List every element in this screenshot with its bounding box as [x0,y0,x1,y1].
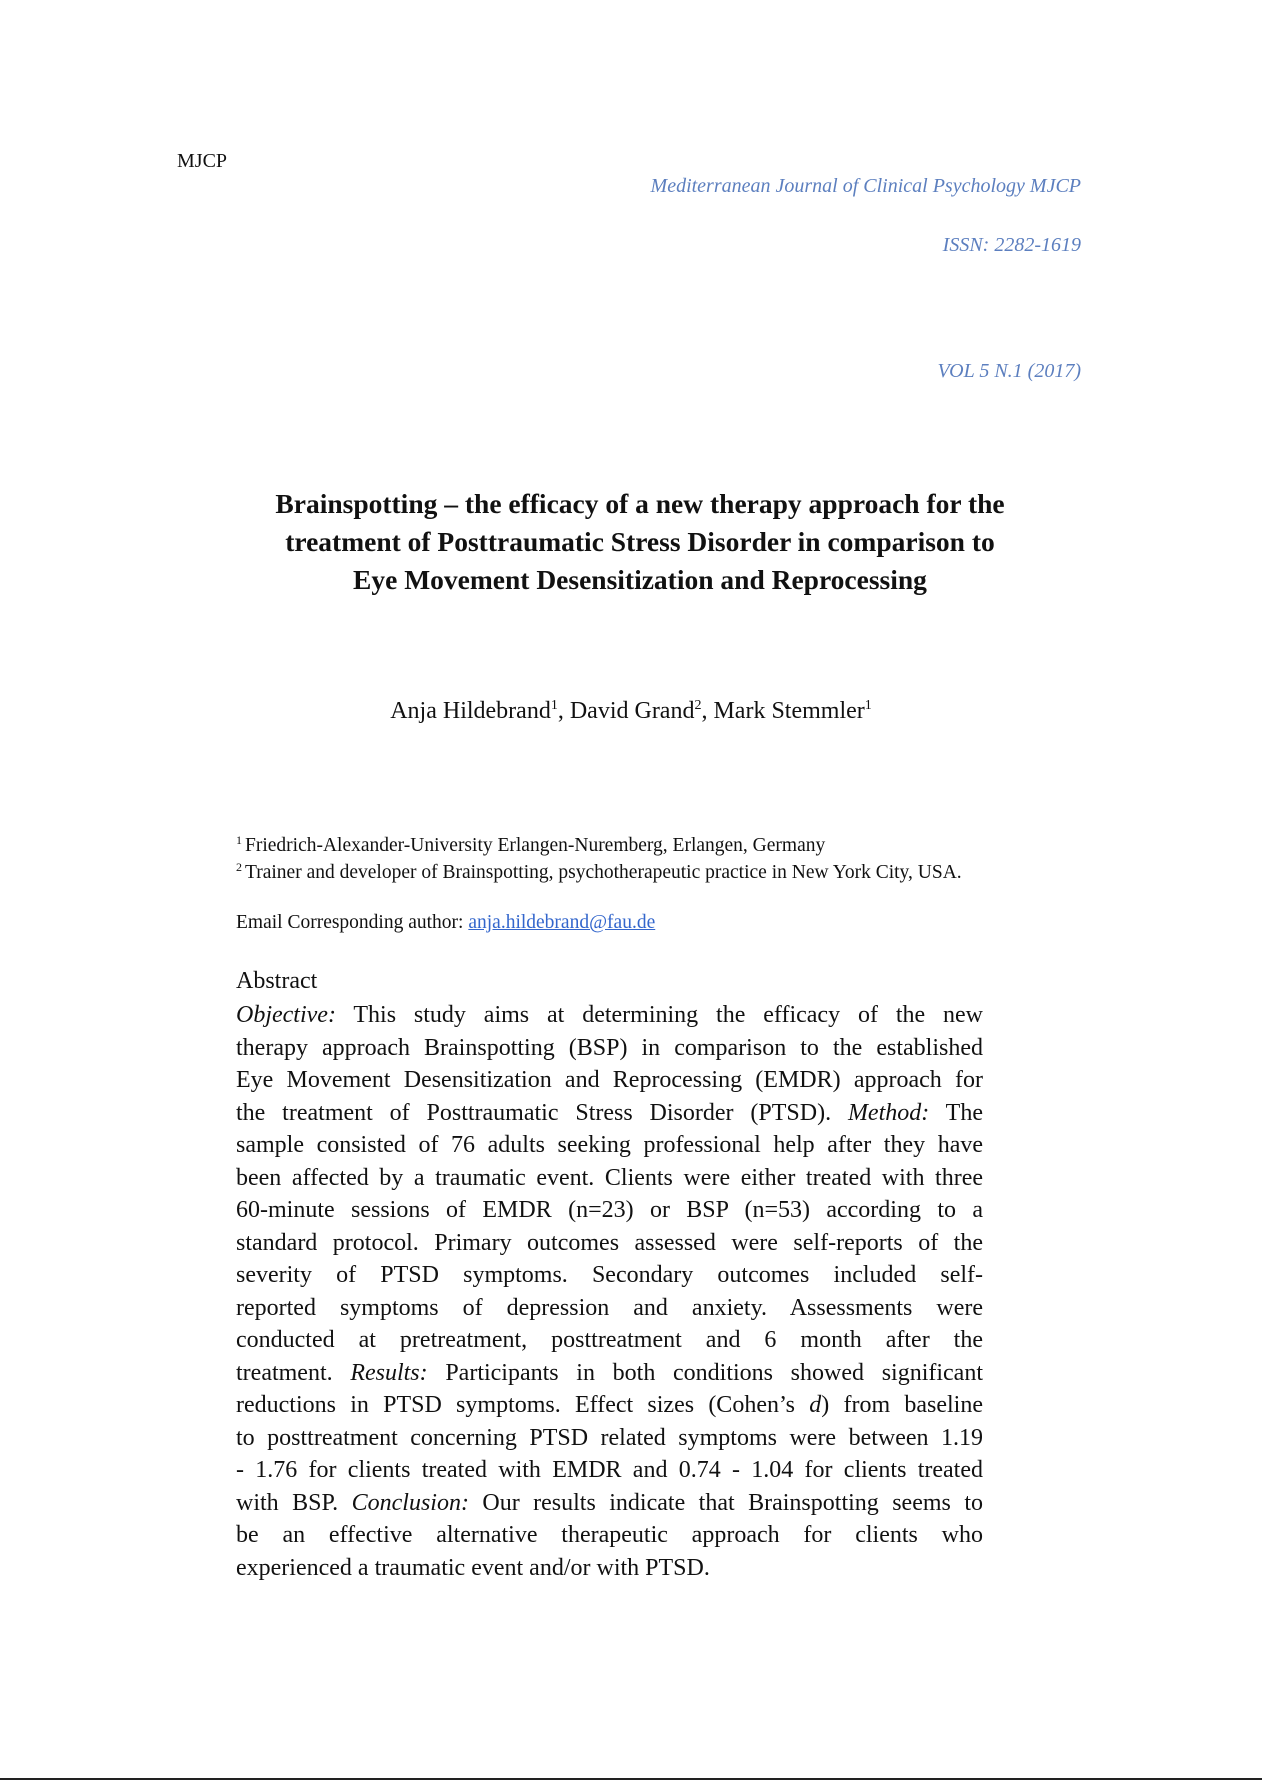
abstract-italic-term: Conclusion: [351,1489,469,1516]
abstract-line [236,1454,983,1487]
journal-short-name: MJCP [177,150,228,172]
abstract-text: been affected by a traumatic event. Clients were either treated with three [236,1164,983,1191]
abstract-text: conducted at pretreatment, posttreatment and 6 month after the [236,1327,983,1353]
abstract-line [236,1357,983,1390]
affiliation-text: Trainer and developer of Brainspotting, psychotherapeutic practice in New York City, USA. [245,862,962,883]
abstract-italic-term: Method: [847,1099,930,1126]
abstract-text: to posttreatment concerning PTSD related symptoms were between 1.19 [236,1424,983,1451]
affiliation [236,859,962,886]
abstract-text: the treatment of Posttraumatic Stress Disorder (PTSD). [236,1099,848,1126]
abstract-italic-term: d [809,1392,822,1418]
abstract-text: therapy approach Brainspotting (BSP) in comparison to the established [236,1034,983,1061]
abstract-line [236,1097,983,1130]
title-line: Eye Movement Desensitization and Reprocessing [353,564,927,595]
author-affil-mark: 1 [550,698,558,713]
affiliation-number: 1 [236,832,242,847]
abstract-line [236,1064,983,1097]
abstract-line [236,1552,983,1585]
abstract-line [236,1227,983,1260]
abstract-line [236,1129,983,1162]
abstract-text: experienced a traumatic event and/or with PTSD. [236,1554,710,1581]
author-name: Mark Stemmler [713,698,865,724]
abstract-italic-term: Results: [350,1359,428,1386]
abstract-text: reported symptoms of depression and anxiety. Assessments were [236,1294,983,1321]
author-name: David Grand [569,698,695,724]
abstract-text: standard protocol. Primary outcomes assessed were self-reports of the [236,1229,983,1256]
abstract-text: sample consisted of 76 adults seeking professional help after they have [236,1132,983,1158]
abstract-line [236,1389,983,1422]
abstract-text: reductions in PTSD symptoms. Effect sizes (Cohen’s [236,1392,810,1418]
author-name: Anja Hildebrand [390,698,551,724]
author-list: Anja Hildebrand$^1$, David Grand$^2$, Mark Stemmler$^1$ [390,698,872,724]
abstract-line [236,1324,983,1357]
article-title [200,485,1080,599]
abstract-text: 60-minute sessions of EMDR (n=23) or BSP (n=53) according to a [236,1197,983,1223]
abstract-line [236,1422,983,1455]
abstract-text: This study aims at determining the efficacy of the new [335,1002,983,1028]
abstract-line [236,1032,983,1065]
abstract-line [236,1487,983,1520]
volume-info: VOL 5 N.1 (2017) [937,360,1081,382]
abstract-text: Participants in both conditions showed significant [427,1359,983,1386]
abstract-line [236,1162,983,1195]
abstract-text: treatment. [236,1359,351,1386]
abstract-line [236,1292,983,1325]
abstract-line [236,1194,983,1227]
affiliation [236,832,962,859]
abstract-text: - 1.76 for clients treated with EMDR and 0.74 - 1.04 for clients treated [236,1457,983,1483]
affiliation-number: 2 [236,859,242,874]
abstract-text: Eye Movement Desensitization and Reprocessing (EMDR) approach for [236,1067,983,1093]
author-affil-mark: 2 [694,698,702,713]
abstract-text: Our results indicate that Brainspotting seems to [468,1489,983,1516]
abstract-text: be an effective alternative therapeutic approach for clients who [236,1522,983,1548]
affiliation-text: Friedrich-Alexander-University Erlangen-Nuremberg, Erlangen, Germany [245,835,826,856]
title-line: Brainspotting – the efficacy of a new therapy approach for the [275,488,1005,519]
abstract-line [236,1519,983,1552]
page-bottom-rule [0,1778,1262,1780]
author-affil-mark: 1 [864,698,872,713]
abstract-line [236,999,983,1032]
corresponding-email [236,912,655,934]
abstract-text: ) from baseline [821,1392,984,1418]
abstract-italic-term: Objective: [236,1002,336,1028]
abstract-body [236,999,983,1584]
email-link[interactable]: anja.hildebrand@fau.de [468,912,656,933]
email-label: Email Corresponding author: [236,912,464,933]
journal-name: Mediterranean Journal of Clinical Psychology MJCP [650,175,1081,197]
affiliations [236,832,962,886]
abstract-line [236,1259,983,1292]
title-line: treatment of Posttraumatic Stress Disorder in comparison to [285,526,995,557]
abstract-text: The [929,1099,983,1126]
abstract-heading: Abstract [236,968,318,994]
issn: ISSN: 2282-1619 [942,234,1081,256]
abstract-text: with BSP. [236,1489,352,1516]
abstract-text: severity of PTSD symptoms. Secondary outcomes included self- [236,1262,983,1288]
